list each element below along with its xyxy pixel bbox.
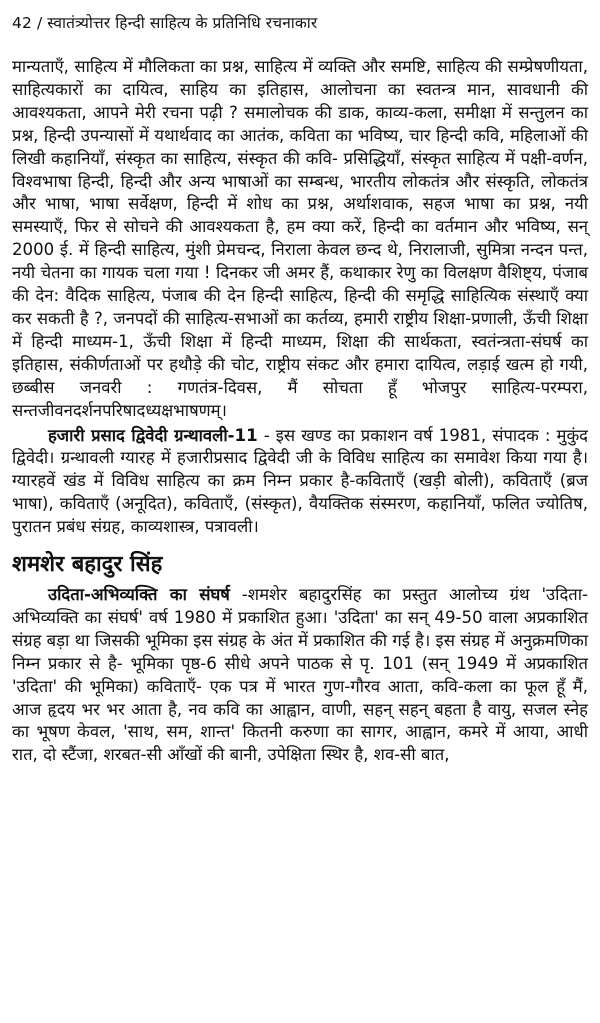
book-page [12,0,588,1023]
granthavali-paragraph [12,425,588,540]
granthavali-title: हजारी प्रसाद द्विवेदी ग्रन्थावली-11 [48,425,258,445]
running-head: 42 / स्वातंत्र्योत्तर हिन्दी साहित्य के प्रतिनिधि रचनाकार [12,14,318,32]
granthavali-description: - इस खण्ड का प्रकाशन वर्ष 1981, संपादक : मुकुंद द्विवेदी। ग्रन्थावली ग्यारह में हजारीप्रसाद द्विवेदी जी के विविध साहित्य का समावेश किया गया है। ग्यारहवें खंड में विविध साहित्य का क्रम निम्न प्रकार है-कविताएँ (खड़ी बोली), कविताएँ (ब्रज भाषा), कविताएँ (अनूदित), कविताएँ, (संस्कृत), वैयक्तिक संस्मरण, कहानियाँ, फलित ज्योतिष, पुरातन प्रबंध संग्रह, काव्यशास्त्र, पत्रावली। [12,425,588,537]
essay-list-paragraph: मान्यताएँ, साहित्य में मौलिकता का प्रश्न, साहित्य में व्यक्ति और समष्टि, साहित्य की सम्प्रेषणीयता, साहित्यकारों का दायित्व, साहिय का इतिहास, आलोचना का स्वतन्त्र मान, सावधानी की आवश्यकता, आपने मेरी रचना पढ़ी ? समालोचक की डाक, काव्य-कला, समीक्षा में सन्तुलन का प्रश्न, हिन्दी उपन्यासों में यथार्थवाद का आतंक, कविता का भविष्य, चार हिन्दी कवि, महिलाओं की लिखी कहानियाँ, संस्कृत का साहित्य, संस्कृत की कवि- प्रसिद्धियाँ, संस्कृत साहित्य में पक्षी-वर्णन, विश्वभाषा हिन्दी, हिन्दी और अन्य भाषाओं का सम्बन्ध, भारतीय लोकतंत्र और संस्कृति, लोकतंत्र और भाषा, भाषा सर्वेक्षण, हिन्दी में शोध का प्रश्न, अर्थाशवाक, सहज भाषा का प्रश्न, नयी समस्याएँ, फिर से सोचने की आवश्यकता है, हम क्या करें, हिन्दी का वर्तमान और भविष्य, सन् 2000 ई. में हिन्दी साहित्य, मुंशी प्रेमचन्द, निराला केवल छन्द थे, निरालाजी, सुमित्रा नन्दन पन्त, नयी चेतना का गायक चला गया ! दिनकर जी अमर हैं, कथाकार रेणु का विलक्षण वैशिष्ट्य, पंजाब की देन: वैदिक साहित्य, पंजाब की देन हिन्दी साहित्य, हिन्दी की समृद्धि साहित्यिक संस्थाएँ क्या कर सकती है ?, जनपदों की साहित्य-सभाओं का कर्तव्य, हमारी राष्ट्रीय शिक्षा-प्रणाली, ऊँची शिक्षा में हिन्दी माध्यम-1, ऊँची शिक्षा में हिन्दी माध्यम, शिक्षा की सार्थकता, स्वतंन्त्रता-संघर्ष का इतिहास, संकीर्णताओं पर हथौड़े की चोट, राष्ट्रीय संकट और हमारा दायित्व, लड़ाई खत्म हो गयी, छब्बीस जनवरी : गणतंत्र-दिवस, मैं सोचता हूँ भोजपुर साहित्य-परम्परा, सन्तजीवनदर्शनपरिषादध्यक्षभाषणम्। [12,57,588,420]
udita-description: -शमशेर बहादुरसिंह का प्रस्तुत आलोच्य ग्रंथ 'उदिता-अभिव्यक्ति का संघर्ष' वर्ष 1980 में प्रकाशित हुआ। 'उदिता' का सन् 49-50 वाला अप्रकाशित संग्रह बड़ा था जिसकी भूमिका इस संग्रह के अंत में प्रकाशित की गई है। इस संग्रह में अनुक्रमणिका निम्न प्रकार से है- भूमिका पृष्ठ-6 सीधे अपने पाठक से पृ. 101 (सन् 1949 में अप्रकाशित 'उदिता' की भूमिका) कविताएँ- एक पत्र में भारत गुण-गौरव आता, कवि-कला का फूल हूँ मैं, आज हृदय भर भर आता है, नव कवि का आह्वान, वाणी, सहन् सहन् बहता है वायु, सजल स्नेह का भूषण केवल, 'साथ, सम, शान्त' कितनी करुणा का सागर, आह्वान, कमरे में आया, आधी रात, दो स्टैंजा, शरबत-सी आँखों की बानी, उपेक्षिता स्थिर है, शव-सी बात, [12,585,588,765]
udita-paragraph [12,584,588,767]
section-heading: शमशेर बहादुर सिंह [12,552,163,578]
udita-title: उदिता-अभिव्यक्ति का संघर्ष [48,585,230,605]
